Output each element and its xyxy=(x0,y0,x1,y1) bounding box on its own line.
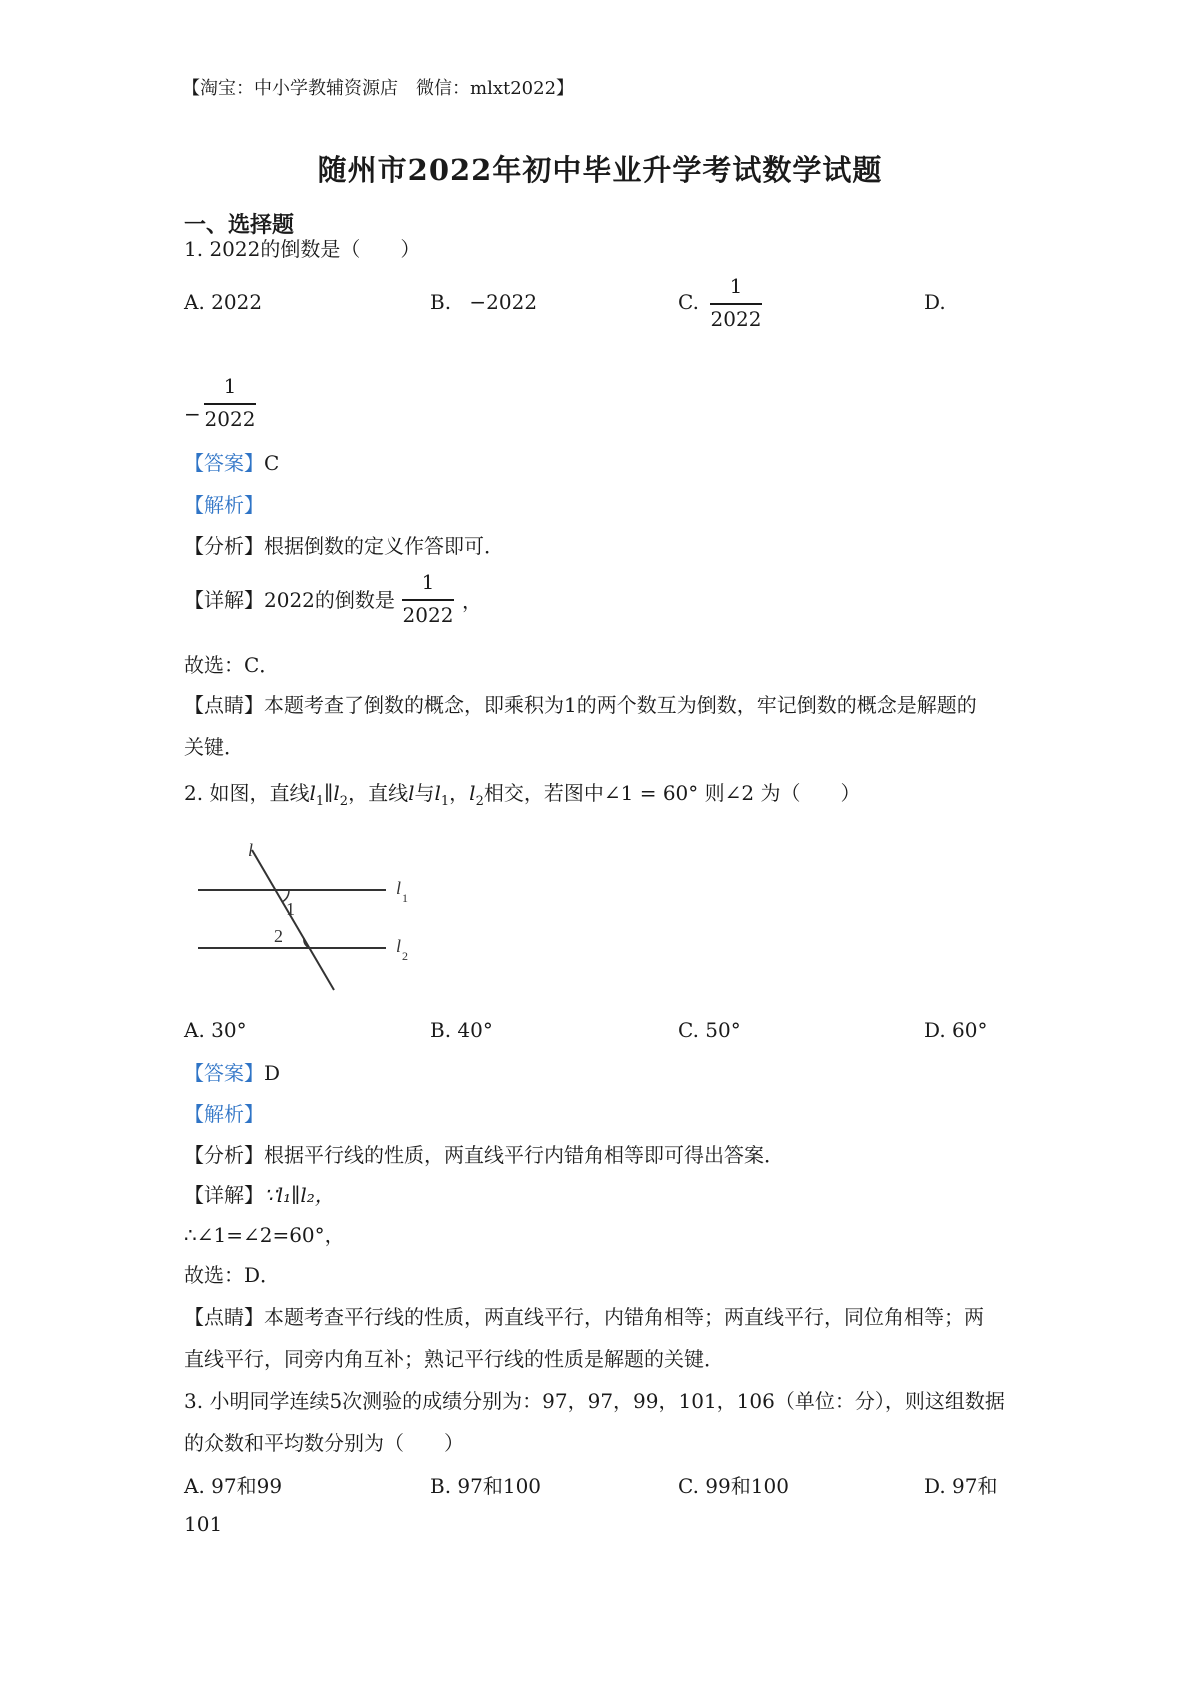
line-symbol: l xyxy=(333,781,340,805)
subscript: 2 xyxy=(475,794,484,809)
line-symbol: l xyxy=(309,781,316,805)
q1-detail-fraction xyxy=(402,570,454,627)
subscript: 1 xyxy=(315,794,325,809)
q3-option-c: C. 99和100 xyxy=(678,1474,789,1498)
fraction-bar xyxy=(204,403,256,405)
detail-tag: 【详解】 xyxy=(184,1183,264,1207)
figure-label-l1: l xyxy=(396,878,402,898)
figure-angle2: 2 xyxy=(274,926,283,946)
q2-dianjing xyxy=(184,1302,984,1332)
q1-option-b-value: −2022 xyxy=(469,290,538,314)
q1-option-d-numerator: 1 xyxy=(223,374,237,398)
q1-option-c-label: C. xyxy=(678,290,699,314)
line-symbol: l xyxy=(469,781,476,805)
q2-figure xyxy=(190,838,430,998)
q1-detail-text: 2022的倒数是 xyxy=(264,588,395,612)
q1-fenxi xyxy=(184,531,504,561)
line-l xyxy=(252,850,334,990)
figure-label-l2-sub: 2 xyxy=(402,949,408,963)
line-symbol: l xyxy=(434,781,441,805)
q1-dianjing xyxy=(184,690,977,720)
figure-label-l: l xyxy=(248,840,254,860)
q1-choose: 故选：C． xyxy=(184,653,280,677)
q2-analysis-tag: 【解析】 xyxy=(184,1102,264,1126)
figure-angle1: 1 xyxy=(286,899,295,919)
q2-stem-part: 相交，若图中∠1 = 60° 则∠2 为（ ） xyxy=(483,781,861,805)
q2-dianjing-cont: 直线平行，同旁内角互补；熟记平行线的性质是解题的关键． xyxy=(184,1347,724,1371)
q1-option-b xyxy=(430,290,537,314)
header-watermark: 【淘宝：中小学教辅资源店 微信：mlxt2022】 xyxy=(182,78,575,99)
answer-tag: 【答案】 xyxy=(184,1061,264,1085)
q3-option-a: A. 97和99 xyxy=(184,1474,283,1498)
q2-stem xyxy=(184,778,860,817)
q1-detail-denominator: 2022 xyxy=(402,602,454,627)
q2-option-a: A. 30° xyxy=(184,1018,247,1042)
q1-option-a: A. 2022 xyxy=(184,290,263,314)
fenxi-tag: 【分析】 xyxy=(184,1143,264,1167)
q3-stem-cont: 的众数和平均数分别为（ ） xyxy=(184,1431,464,1455)
fraction-bar xyxy=(402,599,454,601)
parallel-symbol: ∥ xyxy=(324,781,334,805)
q2-answer xyxy=(184,1058,280,1088)
answer-tag: 【答案】 xyxy=(184,451,264,475)
q3-option-b: B. 97和100 xyxy=(430,1474,542,1498)
q2-answer-value: D xyxy=(264,1061,281,1085)
q3-stem: 3. 小明同学连续5次测验的成绩分别为：97，97，99，101，106（单位：分），则这组数据 xyxy=(184,1389,1005,1413)
q1-dianjing-cont: 关键． xyxy=(184,735,244,759)
fenxi-tag: 【分析】 xyxy=(184,534,264,558)
q2-option-b: B. 40° xyxy=(430,1018,493,1042)
q1-option-c-numerator: 1 xyxy=(729,274,743,298)
q2-option-d: D. 60° xyxy=(924,1018,988,1042)
q2-dianjing-text: 本题考查平行线的性质，两直线平行，内错角相等；两直线平行，同位角相等；两 xyxy=(264,1305,984,1329)
figure-label-l1-sub: 1 xyxy=(402,891,408,905)
q2-detail-text: ∵l₁∥l₂， xyxy=(264,1183,335,1207)
q1-option-d-denominator: 2022 xyxy=(204,406,256,431)
page-title: 随州市2022年初中毕业升学考试数学试题 xyxy=(317,153,883,187)
dianjing-tag: 【点睛】 xyxy=(184,1305,264,1329)
q2-stem-part: ， xyxy=(449,781,470,805)
q1-option-c-fraction xyxy=(710,274,762,331)
figure-label-l2: l xyxy=(396,936,402,956)
q2-fenxi-text: 根据平行线的性质，两直线平行内错角相等即可得出答案． xyxy=(264,1143,784,1167)
q2-stem-part: ，直线 xyxy=(348,781,409,805)
q1-stem: 1. 2022的倒数是（ ） xyxy=(184,237,421,261)
q2-choose: 故选：D． xyxy=(184,1263,281,1287)
q1-option-d-fraction xyxy=(204,374,256,431)
q1-answer-value: C xyxy=(264,451,280,475)
q1-option-d-label: D. xyxy=(924,290,946,314)
q2-therefore: ∴∠1=∠2=60°， xyxy=(184,1223,345,1247)
fraction-bar xyxy=(710,303,762,305)
q1-option-d-sign: − xyxy=(184,402,201,426)
q1-detail xyxy=(184,585,395,615)
q1-detail-comma: ， xyxy=(462,589,482,613)
dianjing-tag: 【点睛】 xyxy=(184,693,264,717)
q1-option-c-denominator: 2022 xyxy=(710,306,762,331)
q1-detail-numerator: 1 xyxy=(421,570,435,594)
line-symbol: l xyxy=(408,781,415,805)
detail-tag: 【详解】 xyxy=(184,588,264,612)
subscript: 1 xyxy=(440,794,450,809)
q2-fenxi xyxy=(184,1140,784,1170)
q1-analysis-tag: 【解析】 xyxy=(184,493,264,517)
q2-option-c: C. 50° xyxy=(678,1018,741,1042)
q1-answer xyxy=(184,448,279,478)
q2-stem-part: 2. 如图，直线 xyxy=(184,781,310,805)
q2-stem-part: 与 xyxy=(414,781,435,805)
q1-dianjing-text: 本题考查了倒数的概念，即乘积为1的两个数互为倒数，牢记倒数的概念是解题的 xyxy=(264,693,977,717)
q2-detail xyxy=(184,1180,335,1210)
subscript: 2 xyxy=(339,794,349,809)
q3-option-d: D. 97和 xyxy=(924,1474,998,1498)
q3-option-d-wrap: 101 xyxy=(184,1512,223,1536)
section-heading: 一、选择题 xyxy=(184,212,295,238)
q1-fenxi-text: 根据倒数的定义作答即可． xyxy=(264,534,504,558)
q1-option-b-label: B. xyxy=(430,290,452,314)
